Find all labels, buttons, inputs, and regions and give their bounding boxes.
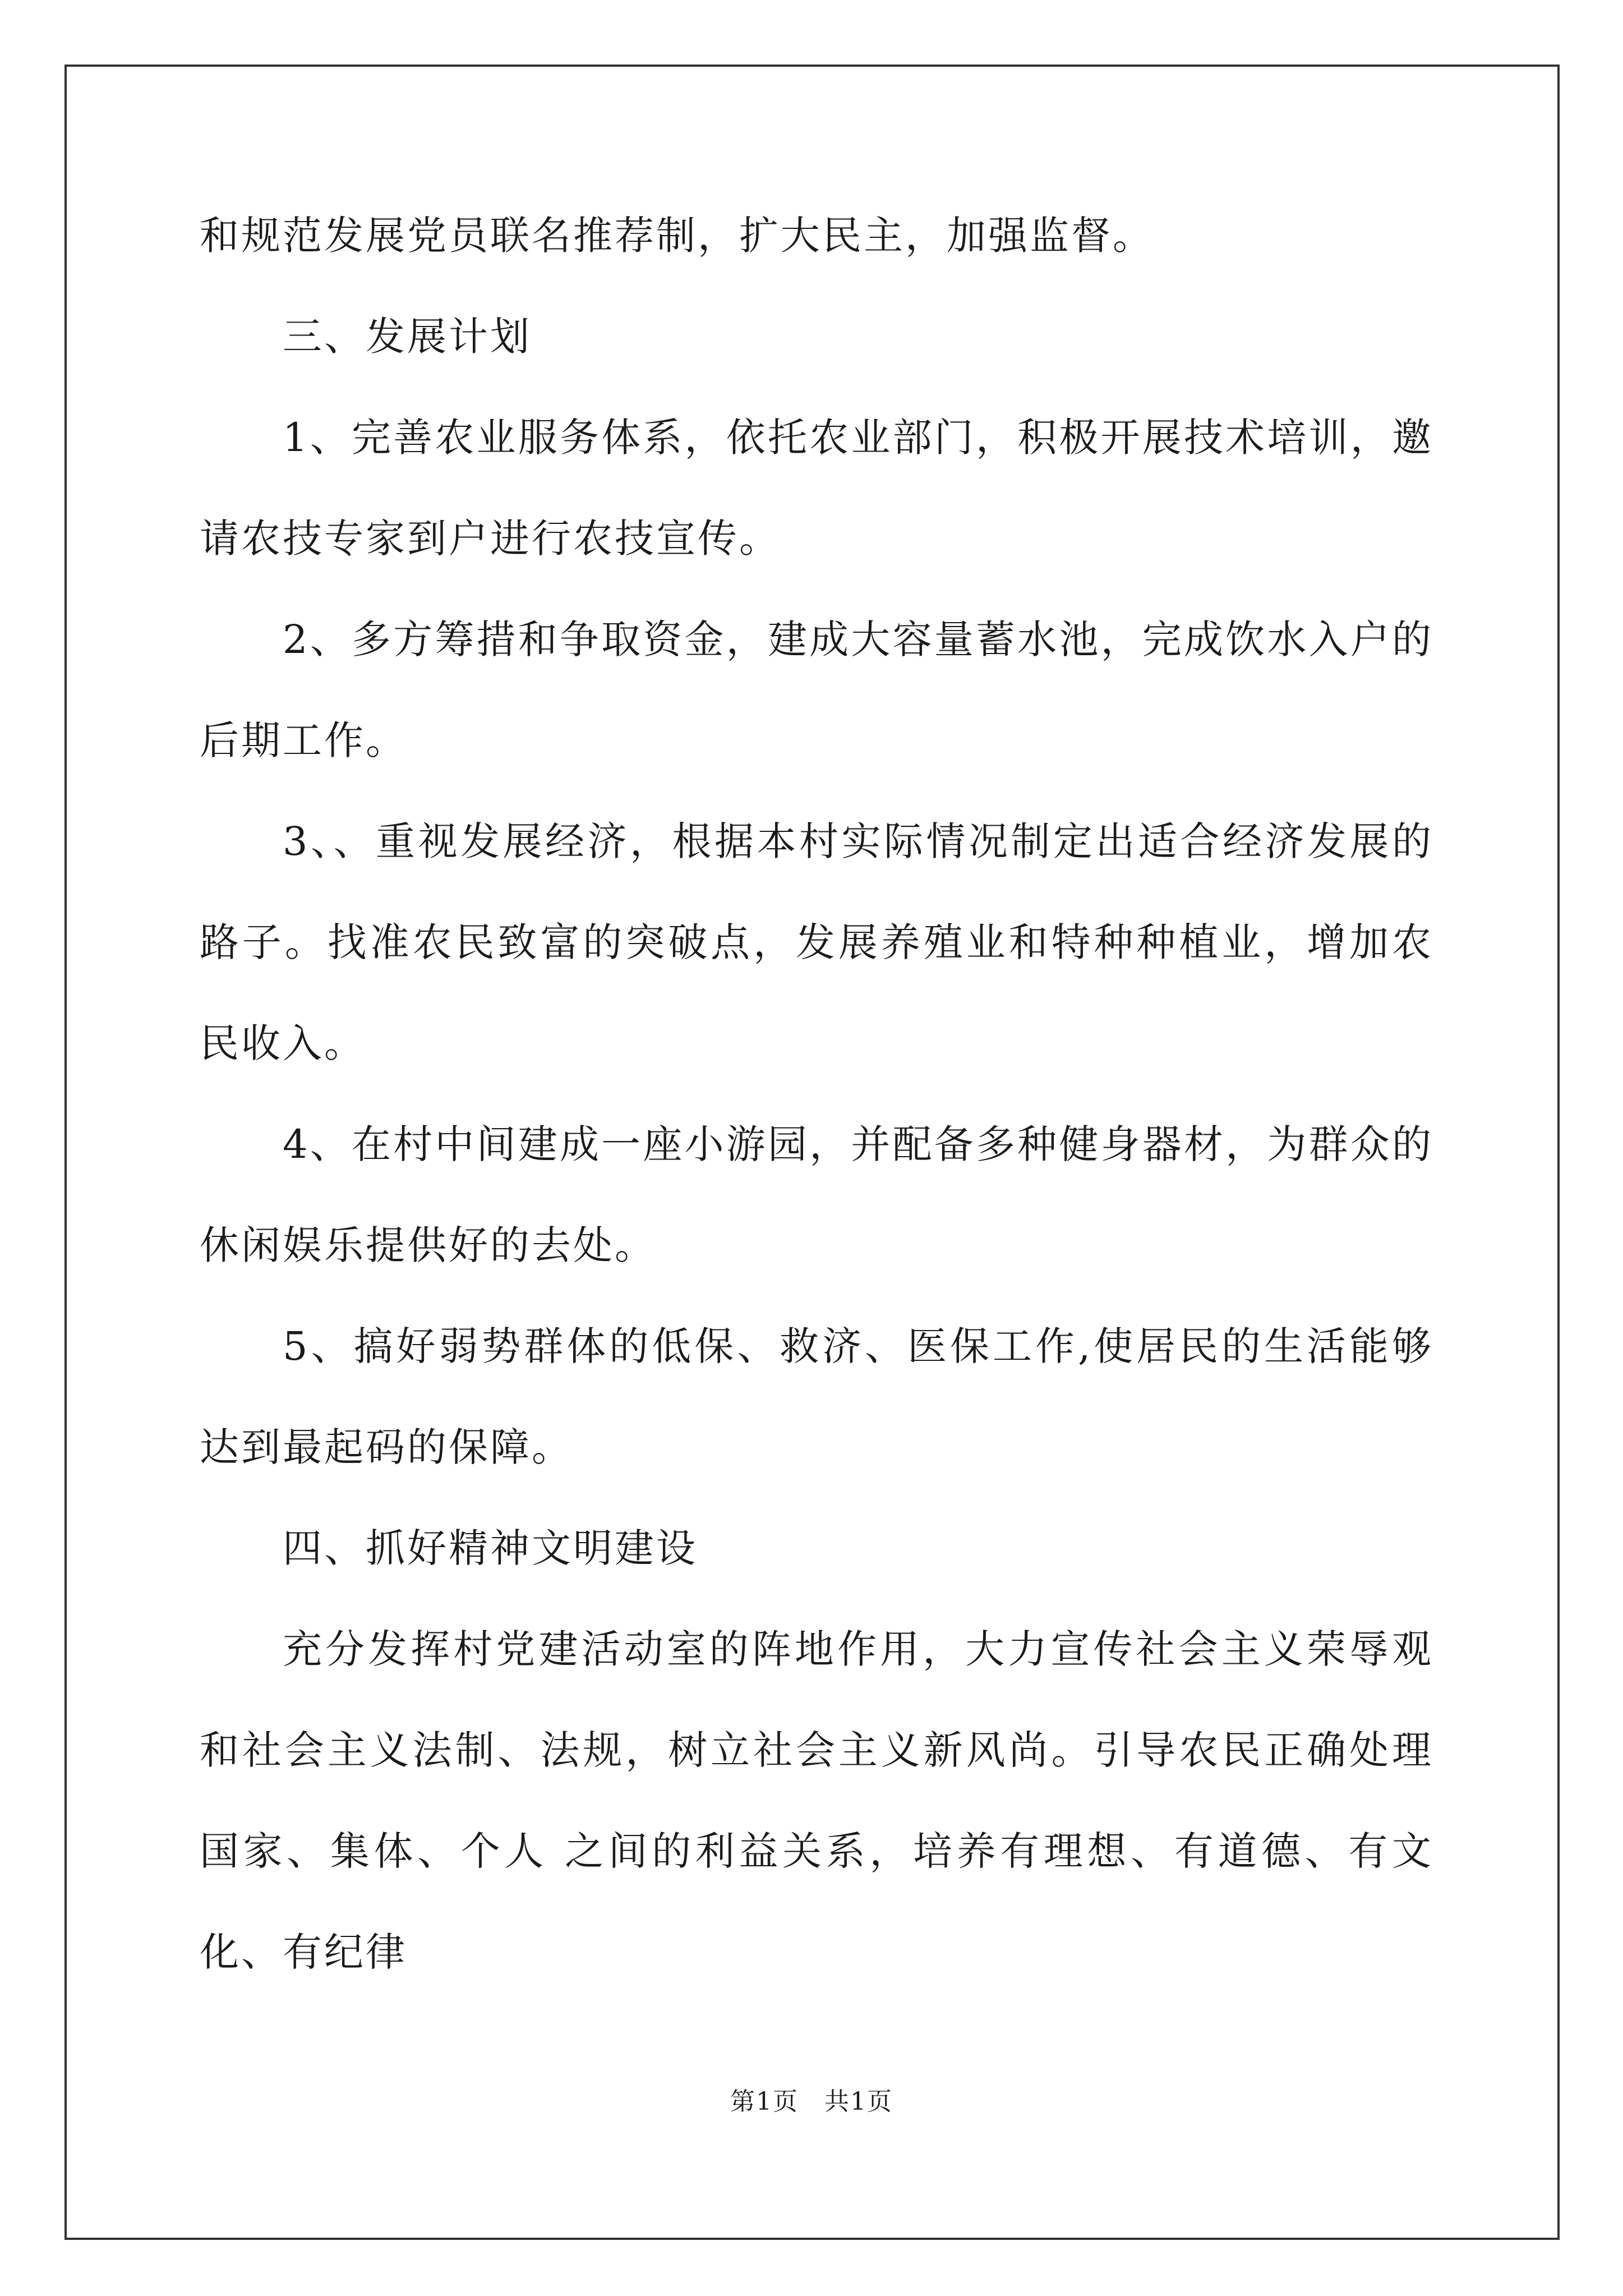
- section-heading-spiritual-civilization: 四、抓好精神文明建设: [283, 1525, 698, 1571]
- page-number-footer: 第1页 共1页: [730, 2087, 893, 2116]
- list-item-5: 5、搞好弱势群体的低保、救济、医保工作,使居民的生活能够达到最起码的保障。: [200, 1323, 1433, 1470]
- list-item-3: 3、、重视发展经济，根据本村实际情况制定出适合经济发展的路子。找准农民致富的突破点，发展养殖业和特种种植业，增加农民收入。: [200, 818, 1433, 1066]
- paragraph-continuation: 和规范发展党员联名推荐制，扩大民主，加强监督。: [200, 213, 1154, 259]
- section-heading-development-plan: 三、发展计划: [283, 314, 532, 360]
- list-item-1: 1、完善农业服务体系，依托农业部门，积极开展技术培训，邀请农技专家到户进行农技宣传。: [200, 415, 1433, 562]
- paragraph-body: 充分发挥村党建活动室的阵地作用，大力宣传社会主义荣辱观和社会主义法制、法规，树立社会主义新风尚。引导农民正确处理国家、集体、个人 之间的利益关系，培养有理想、有道德、有文化、有纪律: [200, 1626, 1433, 1975]
- document-body: [200, 185, 1433, 2003]
- list-item-4: 4、在村中间建成一座小游园，并配备多种健身器材，为群众的休闲娱乐提供好的去处。: [200, 1121, 1433, 1268]
- list-item-2: 2、多方筹措和争取资金，建成大容量蓄水池，完成饮水入户的后期工作。: [200, 616, 1433, 763]
